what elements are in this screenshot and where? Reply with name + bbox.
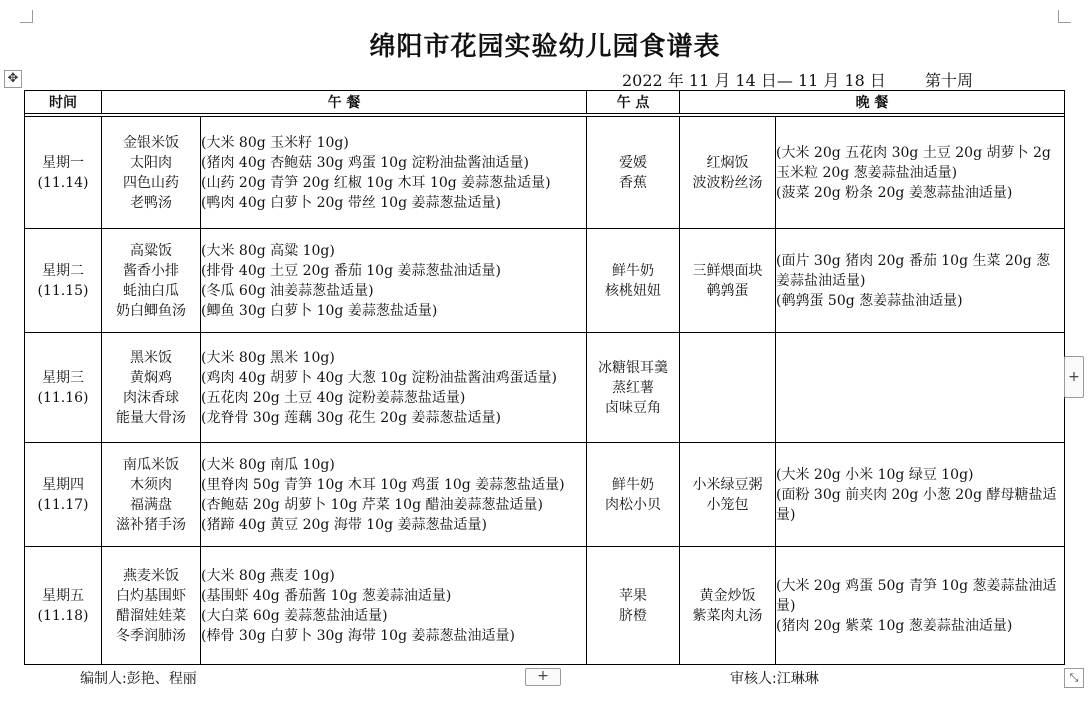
snack-items-line: 卤味豆角 — [605, 399, 661, 416]
lunch-dishes-line: 金银米饭 — [123, 134, 179, 151]
dinner-details-line: (大米 20g 鸡蛋 50g 青笋 10g 葱姜蒜盐油适量) — [776, 577, 1057, 614]
table-resize-icon[interactable]: ⤡ — [1064, 668, 1084, 688]
dinner-details-line: (大米 20g 小米 10g 绿豆 10g) — [776, 466, 974, 483]
day-cell — [25, 117, 102, 229]
day-date: (11.16) — [37, 389, 89, 406]
lunch-details — [201, 333, 587, 443]
lunch-dishes-line: 冬季润肺汤 — [116, 627, 186, 644]
lunch-details-line: (鸭肉 40g 白萝卜 20g 带丝 10g 姜蒜葱盐适量) — [201, 194, 501, 211]
dinner-dishes-line: 小米绿豆粥 — [692, 476, 763, 493]
lunch-dishes — [102, 547, 201, 665]
header-row — [25, 91, 1065, 114]
dinner-details-line: (菠菜 20g 粉条 20g 姜葱蒜盐油适量) — [776, 184, 1013, 201]
day-date: (11.17) — [37, 496, 89, 513]
day-row — [25, 229, 1065, 333]
day-row — [25, 117, 1065, 229]
day-row — [25, 333, 1065, 443]
lunch-details — [201, 443, 587, 547]
lunch-dishes-line: 奶白鲫鱼汤 — [116, 302, 186, 319]
lunch-details-line: (山药 20g 青笋 20g 红椒 10g 木耳 10g 姜蒜葱盐适量) — [201, 174, 551, 191]
dinner-dishes — [680, 117, 776, 229]
lunch-details-line: (冬瓜 60g 油姜蒜葱盐适量) — [201, 282, 374, 299]
dinner-details-line: (大米 20g 五花肉 30g 土豆 20g 胡萝卜 2g 玉米粒 20g 葱姜蒜盐油适量) — [776, 144, 1051, 181]
lunch-dishes-line: 黄焖鸡 — [130, 369, 172, 386]
day-date: (11.18) — [37, 607, 89, 624]
editor-label: 编制人:彭艳、程丽 — [80, 671, 197, 687]
lunch-dishes-line: 福满盘 — [130, 496, 172, 513]
lunch-dishes-line: 能量大骨汤 — [116, 409, 186, 426]
lunch-dishes-line: 木须肉 — [130, 476, 172, 493]
lunch-details-line: (大白菜 60g 姜蒜葱盐油适量) — [201, 607, 388, 624]
lunch-dishes-line: 肉沫香球 — [123, 389, 179, 406]
menu-table — [24, 90, 1065, 665]
lunch-dishes — [102, 229, 201, 333]
day-cell — [25, 229, 102, 333]
snack-items-line: 肉松小贝 — [605, 496, 661, 513]
lunch-details-line: (大米 80g 黑米 10g) — [201, 349, 335, 366]
dinner-details-line: (面粉 30g 前夹肉 20g 小葱 20g 酵母糖盐适量) — [776, 486, 1057, 523]
lunch-details-line: (鸡肉 40g 胡萝卜 40g 大葱 10g 淀粉油盐酱油鸡蛋适量) — [201, 369, 557, 386]
snack-items — [587, 117, 680, 229]
date-range: 2022 年 11 月 14 日— 11 月 18 日 — [622, 71, 886, 90]
day-row — [25, 443, 1065, 547]
dinner-dishes-line: 紫菜肉丸汤 — [692, 607, 763, 624]
header-time: 时间 — [25, 91, 102, 114]
date-row — [622, 68, 973, 91]
day-name: 星期一 — [42, 154, 84, 171]
lunch-details-line: (大米 80g 南瓜 10g) — [201, 456, 335, 473]
lunch-dishes — [102, 443, 201, 547]
lunch-dishes-line: 四色山药 — [123, 174, 179, 191]
snack-items — [587, 333, 680, 443]
lunch-details-line: (杏鲍菇 20g 胡萝卜 10g 芹菜 10g 醋油姜蒜葱盐适量) — [201, 496, 543, 513]
snack-items-line: 脐橙 — [619, 607, 647, 624]
page-corner-mark-left — [20, 10, 33, 23]
dinner-dishes-line: 黄金炒饭 — [699, 587, 756, 604]
snack-items — [587, 229, 680, 333]
lunch-details-line: (里脊肉 50g 青笋 10g 木耳 10g 鸡蛋 10g 姜蒜葱盐适量) — [201, 476, 565, 493]
dinner-details — [776, 229, 1065, 333]
dinner-details — [776, 117, 1065, 229]
day-date: (11.14) — [37, 174, 89, 191]
lunch-dishes-line: 老鸭汤 — [130, 194, 172, 211]
snack-items-line: 冰糖银耳羹 — [598, 359, 668, 376]
lunch-details — [201, 229, 587, 333]
day-name: 星期二 — [42, 262, 84, 279]
dinner-dishes-line: 红焖饭 — [706, 154, 749, 171]
snack-items-line: 苹果 — [619, 587, 647, 604]
lunch-dishes — [102, 117, 201, 229]
dinner-details-line: (面片 30g 猪肉 20g 番茄 10g 生菜 20g 葱姜蒜盐油适量) — [776, 252, 1051, 289]
lunch-dishes-line: 醋溜娃娃菜 — [116, 607, 186, 624]
lunch-details-line: (大米 80g 高粱 10g) — [201, 242, 335, 259]
snack-items-line: 鲜牛奶 — [612, 262, 654, 279]
day-row — [25, 547, 1065, 665]
dinner-dishes-line: 波波粉丝汤 — [692, 174, 763, 191]
lunch-details-line: (猪蹄 40g 黄豆 20g 海带 10g 姜蒜葱盐适量) — [201, 516, 487, 533]
day-cell — [25, 547, 102, 665]
day-date: (11.15) — [37, 282, 89, 299]
lunch-dishes-line: 高粱饭 — [130, 242, 172, 259]
lunch-dishes-line: 黑米饭 — [130, 349, 172, 366]
dinner-dishes — [680, 443, 776, 547]
dinner-details — [776, 333, 1065, 443]
snack-items — [587, 547, 680, 665]
dinner-details — [776, 547, 1065, 665]
lunch-dishes — [102, 333, 201, 443]
week-label: 第十周 — [925, 71, 974, 90]
lunch-dishes-line: 滋补猪手汤 — [116, 516, 186, 533]
snack-items-line: 爱媛 — [619, 154, 647, 171]
lunch-details-line: (大米 80g 玉米籽 10g) — [201, 134, 349, 151]
dinner-dishes-line: 鹌鹑蛋 — [706, 282, 749, 299]
lunch-details-line: (五花肉 20g 土豆 40g 淀粉姜蒜葱盐适量) — [201, 389, 466, 406]
dinner-dishes — [680, 229, 776, 333]
lunch-dishes-line: 酱香小排 — [123, 262, 179, 279]
snack-items-line: 鲜牛奶 — [612, 476, 654, 493]
lunch-dishes-line: 白灼基围虾 — [116, 587, 186, 604]
dinner-details-line: (猪肉 20g 紫菜 10g 葱姜蒜盐油适量) — [776, 617, 1013, 634]
lunch-details — [201, 117, 587, 229]
lunch-details-line: (基围虾 40g 番茄酱 10g 葱姜蒜油适量) — [201, 587, 452, 604]
snack-items-line: 蒸红薯 — [612, 379, 654, 396]
lunch-dishes-line: 蚝油白瓜 — [123, 282, 179, 299]
dinner-dishes — [680, 547, 776, 665]
day-name: 星期四 — [42, 476, 84, 493]
dinner-dishes-line: 三鲜煨面块 — [692, 262, 763, 279]
day-cell — [25, 333, 102, 443]
snack-items-line: 核桃妞妞 — [605, 282, 661, 299]
page-title: 绵阳市花园实验幼儿园食谱表 — [369, 32, 721, 62]
page-corner-mark-right — [1058, 10, 1071, 23]
lunch-details-line: (排骨 40g 土豆 20g 番茄 10g 姜蒜葱盐油适量) — [201, 262, 501, 279]
lunch-dishes-line: 太阳肉 — [130, 154, 172, 171]
header-dinner: 晚 餐 — [680, 91, 1065, 114]
table-move-handle-icon[interactable]: ✥ — [4, 70, 22, 88]
lunch-details-line: (龙脊骨 30g 莲藕 30g 花生 20g 姜蒜葱盐适量) — [201, 409, 501, 426]
add-row-button[interactable]: + — [525, 668, 561, 686]
day-cell — [25, 443, 102, 547]
day-name: 星期三 — [42, 369, 84, 386]
snack-items-line: 香蕉 — [619, 174, 647, 191]
dinner-details — [776, 443, 1065, 547]
lunch-details-line: (猪肉 40g 杏鲍菇 30g 鸡蛋 10g 淀粉油盐酱油适量) — [201, 154, 529, 171]
header-lunch: 午 餐 — [102, 91, 587, 114]
lunch-details — [201, 547, 587, 665]
dinner-details-line: (鹌鹑蛋 50g 葱姜蒜盐油适量) — [776, 292, 963, 309]
lunch-details-line: (大米 80g 燕麦 10g) — [201, 567, 335, 584]
lunch-dishes-line: 燕麦米饭 — [123, 567, 179, 584]
dinner-dishes-line: 小笼包 — [706, 496, 749, 513]
add-column-button[interactable]: + — [1064, 356, 1084, 398]
snack-items — [587, 443, 680, 547]
dinner-dishes — [680, 333, 776, 443]
header-snack: 午 点 — [587, 91, 680, 114]
lunch-details-line: (鲫鱼 30g 白萝卜 10g 姜蒜葱盐适量) — [201, 302, 438, 319]
menu-body — [25, 117, 1065, 665]
lunch-dishes-line: 南瓜米饭 — [123, 456, 179, 473]
day-name: 星期五 — [42, 587, 84, 604]
lunch-details-line: (棒骨 30g 白萝卜 30g 海带 10g 姜蒜葱盐油适量) — [201, 627, 515, 644]
reviewer-label: 审核人:江琳琳 — [730, 671, 819, 687]
